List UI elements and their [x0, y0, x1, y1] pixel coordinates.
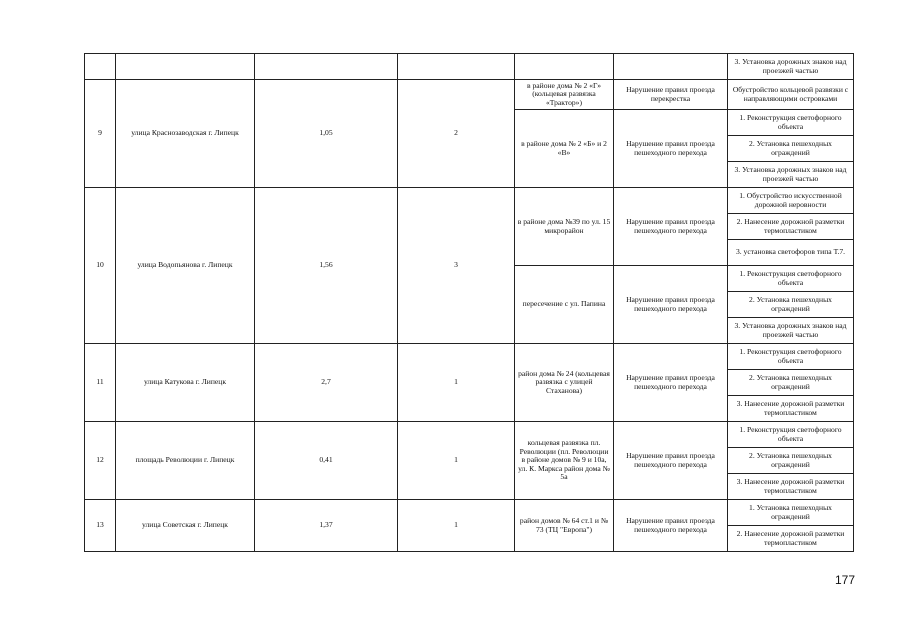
measure-cell: 3. Установка дорожных знаков над проезжей частью — [728, 162, 854, 188]
measure-cell: 1. Реконструкция светофорного объекта — [728, 344, 854, 370]
length-cell: 1,37 — [255, 500, 398, 552]
measure-cell: 1. Реконструкция светофорного объекта — [728, 110, 854, 136]
violation-cell: Нарушение правил проезда пешеходного перехода — [614, 188, 728, 266]
location-cell: район домов № 64 ст.1 и № 73 (ТЦ "Европа") — [515, 500, 614, 552]
count-cell: 2 — [398, 80, 515, 188]
length-cell: 1,05 — [255, 80, 398, 188]
count-cell — [398, 54, 515, 80]
violation-cell: Нарушение правил проезда пешеходного перехода — [614, 500, 728, 552]
measure-cell: 2. Установка пешеходных ограждений — [728, 292, 854, 318]
count-cell: 1 — [398, 422, 515, 500]
table-row — [85, 422, 854, 448]
measure-cell: 2. Нанесение дорожной разметки термопластиком — [728, 526, 854, 552]
location-cell — [515, 54, 614, 80]
row-number-cell: 9 — [85, 80, 116, 188]
location-cell: в районе дома № 2 «Г» (кольцевая развязка «Трактор») — [515, 80, 614, 110]
location-cell: в районе дома №39 по ул. 15 микрорайон — [515, 188, 614, 266]
measure-cell: 1. Реконструкция светофорного объекта — [728, 266, 854, 292]
measure-cell: 2. Установка пешеходных ограждений — [728, 136, 854, 162]
length-cell: 2,7 — [255, 344, 398, 422]
page-number: 177 — [835, 573, 856, 587]
length-cell — [255, 54, 398, 80]
table-row — [85, 80, 854, 110]
violation-cell: Нарушение правил проезда пешеходного перехода — [614, 422, 728, 500]
table-row — [85, 500, 854, 526]
measure-cell: 2. Установка пешеходных ограждений — [728, 370, 854, 396]
street-cell: улица Краснозаводская г. Липецк — [116, 80, 255, 188]
count-cell: 3 — [398, 188, 515, 344]
length-cell: 1,56 — [255, 188, 398, 344]
table-row — [85, 188, 854, 214]
measures-table — [84, 53, 854, 552]
street-cell: площадь Революции г. Липецк — [116, 422, 255, 500]
row-number-cell: 12 — [85, 422, 116, 500]
street-cell — [116, 54, 255, 80]
location-cell: район дома № 24 (кольцевая развязка с улицей Стаханова) — [515, 344, 614, 422]
continuation-row — [85, 54, 854, 80]
street-cell: улица Водопьянова г. Липецк — [116, 188, 255, 344]
violation-cell — [614, 54, 728, 80]
row-number-cell: 10 — [85, 188, 116, 344]
violation-cell: Нарушение правил проезда пешеходного перехода — [614, 344, 728, 422]
table-row — [85, 344, 854, 370]
location-cell: пересечение с ул. Папина — [515, 266, 614, 344]
measure-cell: 2. Установка пешеходных ограждений — [728, 448, 854, 474]
measure-cell: 1. Установка пешеходных ограждений — [728, 500, 854, 526]
measure-cell: 3. Нанесение дорожной разметки термопластиком — [728, 474, 854, 500]
count-cell: 1 — [398, 344, 515, 422]
measure-cell: 3. Установка дорожных знаков над проезжей частью — [728, 318, 854, 344]
location-cell: кольцевая развязка пл. Революции (пл. Революции в районе домов № 9 и 10а, ул. К. Маркса район дома № 5а — [515, 422, 614, 500]
measure-cell: 1. Реконструкция светофорного объекта — [728, 422, 854, 448]
location-cell: в районе дома № 2 «Б» и 2 «В» — [515, 110, 614, 188]
row-number-cell: 11 — [85, 344, 116, 422]
violation-cell: Нарушение правил проезда перекрестка — [614, 80, 728, 110]
measure-cell: Обустройство кольцевой развязки с направляющими островками — [728, 80, 854, 110]
street-cell: улица Катукова г. Липецк — [116, 344, 255, 422]
row-number-cell — [85, 54, 116, 80]
violation-cell: Нарушение правил проезда пешеходного перехода — [614, 266, 728, 344]
measure-cell: 3. Установка дорожных знаков над проезжей частью — [728, 54, 854, 80]
measure-cell: 1. Обустройство искусственной дорожной неровности — [728, 188, 854, 214]
row-number-cell: 13 — [85, 500, 116, 552]
street-cell: улица Советская г. Липецк — [116, 500, 255, 552]
violation-cell: Нарушение правил проезда пешеходного перехода — [614, 110, 728, 188]
length-cell: 0,41 — [255, 422, 398, 500]
count-cell: 1 — [398, 500, 515, 552]
measure-cell: 3. установка светофоров типа Т.7. — [728, 240, 854, 266]
measure-cell: 3. Нанесение дорожной разметки термопластиком — [728, 396, 854, 422]
measure-cell: 2. Нанесение дорожной разметки термопластиком — [728, 214, 854, 240]
